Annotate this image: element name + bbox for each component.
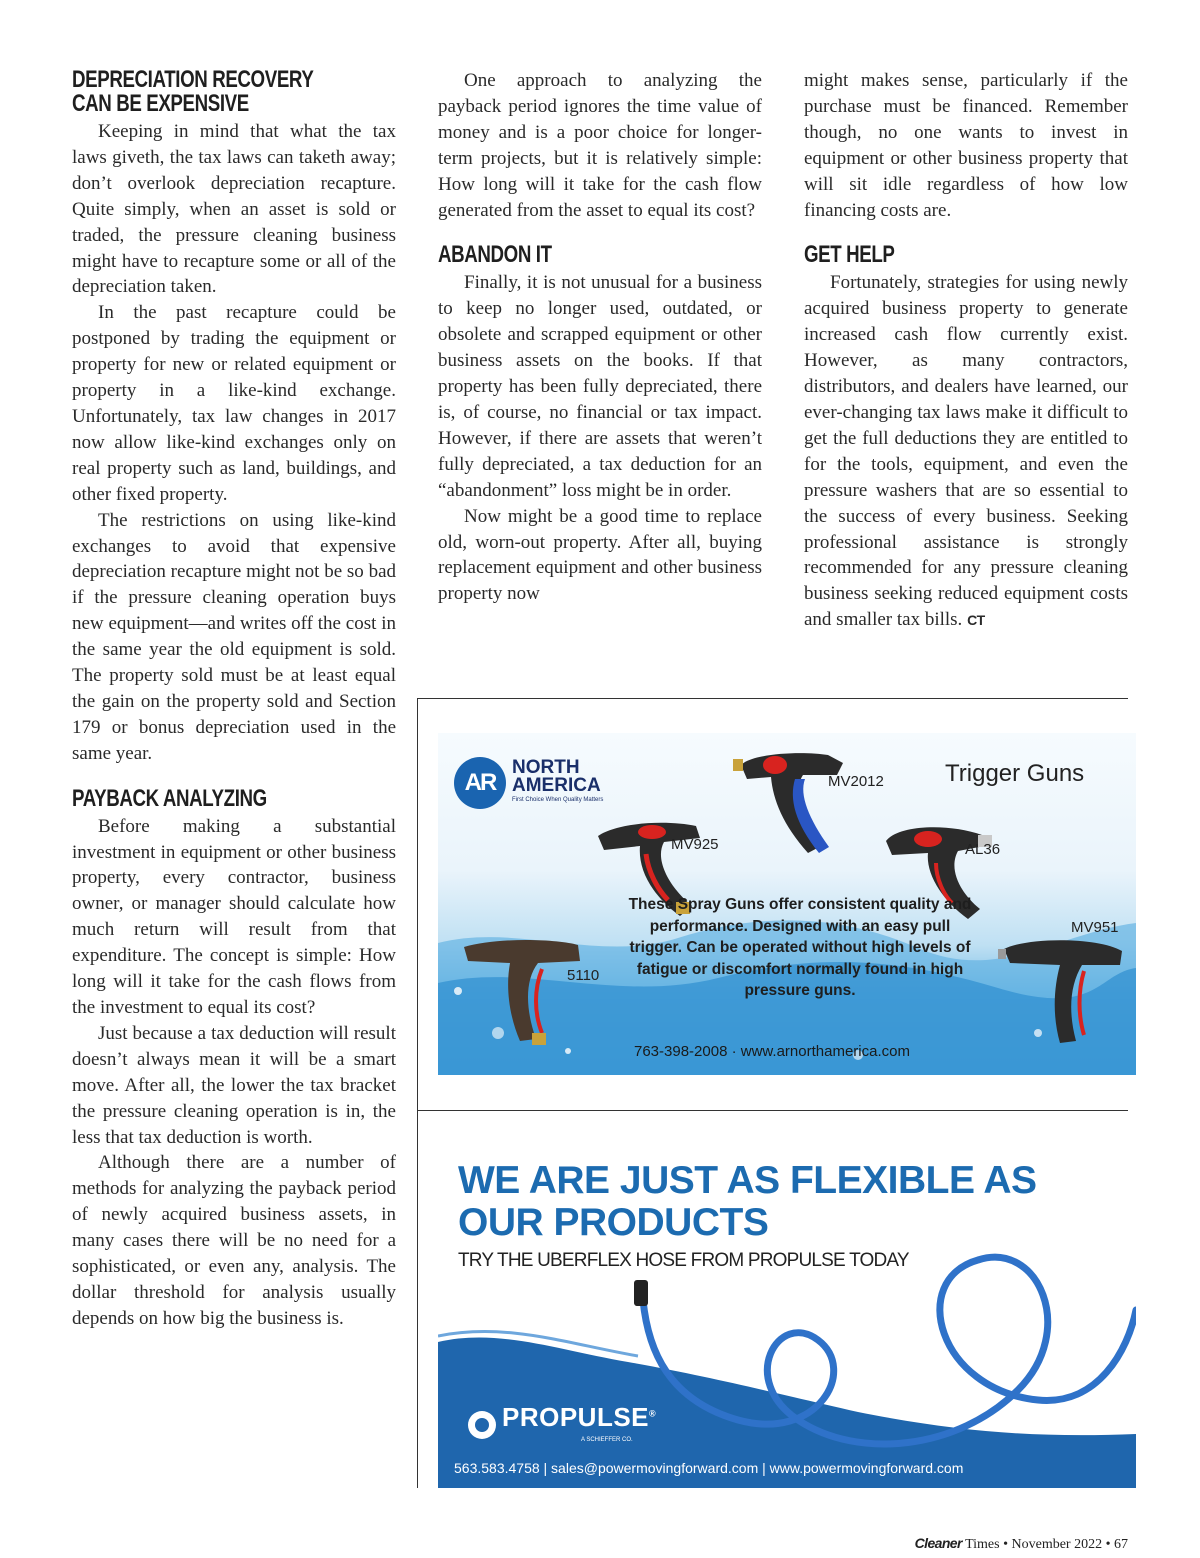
ad-column-divider [417,698,418,1488]
heading-line-2: CAN BE EXPENSIVE [72,90,249,117]
ar-tagline: First Choice When Quality Matters [512,797,604,803]
ad-subhead: TRY THE UBERFLEX HOSE FROM PROPULSE TODAY [458,1250,909,1271]
ar-logo: AR [454,757,506,809]
headline-line-1: WE ARE JUST AS FLEXIBLE AS [458,1159,1037,1202]
ad-title: Trigger Guns [945,760,1085,787]
footer-issue-page: Times • November 2022 • 67 [965,1537,1128,1552]
trigger-gun-mv2012-image [733,745,853,860]
propulse-tagline: A SCHIEFFER CO. [581,1437,633,1443]
article-column-3 [804,68,1128,634]
section-heading-payback: PAYBACK ANALYZING [72,784,267,812]
paragraph: One approach to analyzing the payback period ignores the time value of money and is a poor choice for longer-term projects, but it is relatively simple: How long will it take for the cash flow generated from the asset to equal its cost? [438,70,762,221]
ad-body-copy: These Spray Guns offer consistent quality and performance. Designed with an easy pull trigger. Can be operated without high levels of fatigue or discomfort normally found in high pressure guns. [628,896,972,999]
paragraph: Just because a tax deduction will result doesn’t always mean it will be a smart move. After all, the lower the tax bracket the pressure cleaning operation is in, the less that tax deduction is worth. [72,1022,396,1148]
section-heading-get-help: GET HELP [804,241,895,269]
registered-mark: ® [649,1408,657,1419]
paragraph: Now might be a good time to replace old, worn-out property. After all, buying replacement equipment and other business property now [438,505,762,605]
propulse-ad[interactable] [438,1150,1136,1488]
paragraph: Although there are a number of methods for analyzing the payback period of newly acquired business assets, in many cases there will be no need for a sophisticated, or even any, analysis. The dollar threshold for analysis usually depends on how big the business is. [72,1152,396,1329]
ar-brand-name [512,759,601,795]
footer-brand: Cleaner [914,1535,962,1551]
ad-top-rule [417,698,1128,699]
model-label-5110: 5110 [567,967,600,984]
propulse-brand-text: PROPULSE [502,1402,650,1432]
end-mark: CT [967,612,985,629]
model-label-mv951: MV951 [1071,919,1119,936]
brand-line-2: AMERICA [512,775,601,796]
paragraph [804,270,1128,634]
page-footer [915,1535,1128,1553]
paragraph: The restrictions on using like-kind exchanges to avoid that expensive depreciation recapture might not be so bad if the pressure cleaning operation buys new equipment—and writes off the cost in the same year the old equipment is sold. The property sold must be at least equal the gain on the property sold and Section 179 or bonus depreciation used in the same year. [72,509,396,764]
ad-contact-line[interactable]: 763-398-2008 · www.arnorthamerica.com [634,1043,910,1060]
ad-middle-rule [417,1110,1128,1111]
trigger-gun-mv951-image [998,931,1128,1051]
trigger-gun-5110-image [458,931,598,1051]
article-column-1 [72,68,396,1332]
ad-contact-line[interactable]: 563.583.4758 | sales@powermovingforward.com | www.powermovingforward.com [454,1460,964,1476]
model-label-mv2012: MV2012 [828,773,884,790]
paragraph-text: Fortunately, strategies for using newly acquired business property to generate increased cash flow currently exist. However, as many contractors, distributors, and dealers have learned, our ever-changing tax laws make it difficult to get the full deductions they are entitled to for the tools, equipment, and even the pressure washers that are so essential to the success of every business. Seeking professional assistance is strongly recommended for any pressure cleaning business seeking reduced equipment costs and smaller tax bills. [804,272,1128,631]
model-label-al36: AL36 [965,841,1001,858]
section-heading-abandon: ABANDON IT [438,241,552,269]
paragraph: Before making a substantial investment in equipment or other business property, every contractor, business owner, or manager should calculate how much return will result from that expenditure. The concept is simple: How long will it take for the cash flows from the investment to equal its cost? [72,815,396,1018]
model-label-mv925: MV925 [671,836,719,853]
ad-headline [458,1160,1037,1244]
article-column-2 [438,68,762,607]
paragraph: might makes sense, particularly if the purchase must be financed. Remember though, no one wants to invest in equipment or other business property that will sit idle regardless of how low financing costs are. [804,70,1128,221]
propulse-logo [502,1402,656,1433]
ar-north-america-ad[interactable] [438,733,1136,1075]
paragraph: Finally, it is not unusual for a business to keep no longer used, outdated, or obsolete and scrapped equipment or other business assets on the books. If that property has been fully depreciated, there is, of course, no financial or tax impact. However, if there are assets that weren’t fully depreciated, a tax deduction for an “abandonment” loss might be in order. [438,272,762,501]
section-heading-depreciation [72,68,325,116]
headline-line-2: OUR PRODUCTS [458,1201,769,1244]
paragraph: In the past recapture could be postponed by trading the equipment or property for new or related equipment or property in a like-kind exchange. Unfortunately, tax law changes in 2017 now allow like-kind exchanges only on real property such as land, buildings, and other fixed property. [72,302,396,505]
heading-line-1: DEPRECIATION RECOVERY [72,66,314,93]
brand-line-1: NORTH [512,757,580,778]
paragraph: Keeping in mind that what the tax laws giveth, the tax laws can taketh away; don’t overlook depreciation recapture. Quite simply, when an asset is sold or traded, the pressure cleaning business might have to recapture some or all of the depreciation taken. [72,121,396,298]
